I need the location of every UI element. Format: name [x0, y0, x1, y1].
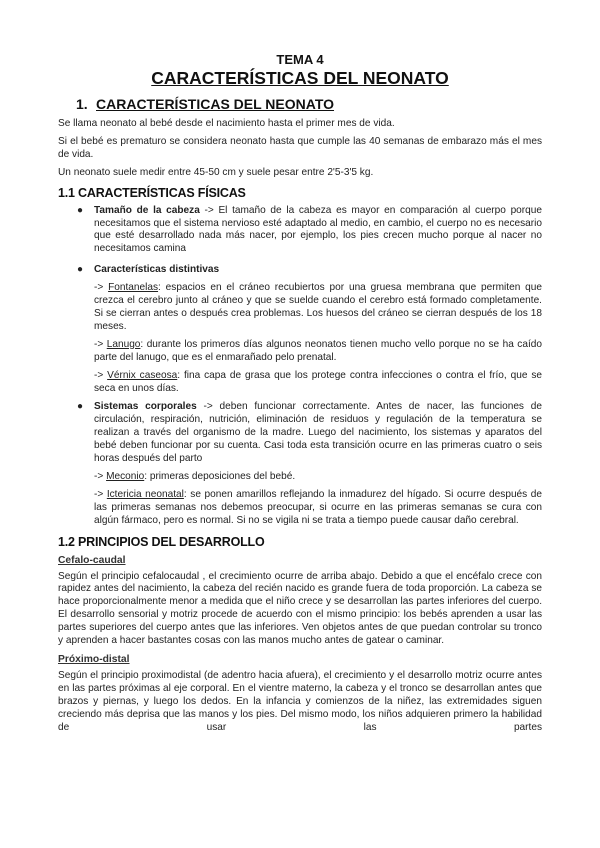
- document-title: CARACTERÍSTICAS DEL NEONATO: [151, 68, 449, 88]
- section-number: 1.: [76, 96, 88, 112]
- sub-item: -> Meconio: primeras deposiciones del bebé.: [94, 470, 296, 482]
- paragraph: Según el principio proximodistal (de adentro hacia afuera), el crecimiento y el desarrollo motriz ocurre antes en las partes próximas al eje corporal. En el vientre materno, la cabeza y el tronco se desarrollan antes que brazos y piernas, y luego los dedos. En la infancia y comienzos de la niñez, las extremidades siguen creciendo más deprisa que las manos y los pies. Del mismo modo, los niños adquieren primero la habilidad de usar las partes: [58, 670, 542, 733]
- bullet-text: Tamaño de la cabeza -> El tamaño de la cabeza es mayor en comparación al cuerpo porque necesitamos que el sistema nervioso esté adaptado al medio, en cambio, el cuerpo no es necesario que esté desarrollado nada más nacer, por ejemplo, los pies crecen mucho porque al nacer no necesitamos camina: [94, 204, 542, 255]
- bullet-icon: ●: [77, 264, 84, 276]
- sub-item: -> Vérnix caseosa: fina capa de grasa que los protege contra infecciones o contra el frío, que se seca en unos días.: [94, 369, 543, 394]
- section-title: CARACTERÍSTICAS DEL NEONATO: [96, 96, 335, 112]
- subsection-heading: Próximo-distal: [58, 654, 130, 665]
- bullet-item: [58, 401, 542, 527]
- sub-item: -> Lanugo: durante los primeros días algunos neonatos tienen mucho vello porque no se ha caído parte del lanugo, que es el enmarañado pelo prenatal.: [94, 338, 542, 363]
- subsection-heading: Cefalo-caudal: [58, 554, 126, 566]
- bullet-item: [58, 205, 542, 257]
- document-page: [58, 52, 542, 740]
- section-1-1-heading: 1.1 CARACTERÍSTICAS FÍSICAS: [58, 185, 246, 200]
- bullet-text: Características distintivas: [94, 264, 220, 276]
- paragraph: Se llama neonato al bebé desde el nacimiento hasta el primer mes de vida.: [58, 118, 395, 129]
- paragraph: Según el principio cefalocaudal , el crecimiento ocurre de arriba abajo. Debido a que el encéfalo crece con rapidez antes del nacimiento, la cabeza del recién nacido es grande fuera de toda proporción. La cabeza se hace proporcionalmente menor a medida que el niño crece y se desarrollan las partes inferiores del cuerpo. El desarrollo sensorial y motriz procede de acuerdo con el mismo principio: los bebés aprenden a usar las partes superiores del cuerpo antes que las inferiores. Ven objetos antes de que puedan controlar su tronco y aprenden a hacer bastantes cosas con las manos mucho antes de gatear o caminar.: [58, 570, 542, 647]
- sub-item: -> Ictericia neonatal: se ponen amarillos reflejando la inmadurez del hígado. Si ocurre después de las primeras semanas nos debemos preocupar, si ocurre en las primeras semanas se cura con algún fármaco, pero es normal. Si no se vigila ni se trata a tiempo puede causar daño cerebral.: [94, 488, 543, 526]
- bullet-text: Sistemas corporales -> deben funcionar correctamente. Antes de nacer, las funciones de circulación, respiración, nutrición, eliminación de residuos y regulación de la temperatura se realizan a través del organismo de la madre. Luego del nacimiento, los sistemas y aparatos del bebé deben funcionar por su cuenta. Casi toda esta transición ocurre en las primeras cuatro o seis horas después del parto: [94, 401, 542, 465]
- paragraph: Un neonato suele medir entre 45-50 cm y suele pesar entre 2'5-3'5 kg.: [58, 166, 374, 178]
- bullet-icon: ●: [77, 401, 84, 413]
- paragraph: Si el bebé es prematuro se considera neonato hasta que cumple las 40 semanas de embarazo más el mes de vida.: [58, 135, 542, 160]
- topic-label: TEMA 4: [276, 52, 324, 67]
- section-1-2-heading: 1.2 PRINCIPIOS DEL DESARROLLO: [58, 534, 265, 549]
- bullet-icon: ●: [77, 204, 84, 216]
- section-1-heading: [58, 95, 542, 113]
- sub-item: -> Fontanelas: espacios en el cráneo recubiertos por una gruesa membrana que permiten que crezca el cerebro junto al cráneo y que se suelde cuando el cerebro está formado completamente. Si se cierran antes o después crea problemas. Los huesos del cráneo se cierran después de los 18 meses.: [94, 282, 542, 332]
- bullet-item: [58, 264, 542, 395]
